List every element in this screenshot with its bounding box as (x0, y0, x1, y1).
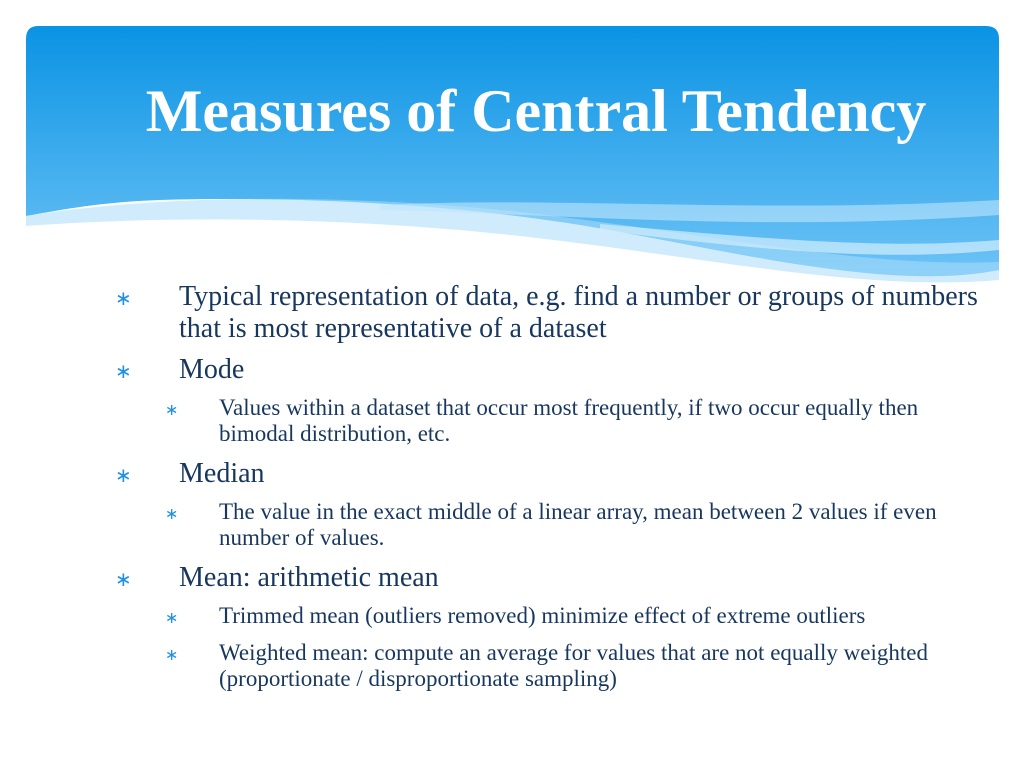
header-wave-background (0, 0, 1024, 300)
bullet-item (112, 354, 992, 386)
bullet-item (112, 562, 992, 594)
bullet-item (112, 458, 992, 490)
sub-bullet-text: Weighted mean: compute an average for values that are not equally weighted (proportionate / disproportionate sampling) (219, 640, 928, 691)
sub-bullet-item (165, 640, 992, 692)
bullet-text: Mode (179, 354, 245, 385)
bullet-text: Mean: arithmetic mean (179, 562, 439, 593)
sub-bullet-item (165, 603, 992, 629)
slide-title: Measures of Central Tendency (145, 78, 927, 144)
sub-bullet-item (165, 499, 992, 551)
sub-bullet-text: Values within a dataset that occur most frequently, if two occur equally then bimodal distribution, etc. (219, 395, 919, 446)
asterisk-icon: ∗ (115, 463, 132, 487)
asterisk-icon: ∗ (165, 645, 179, 664)
asterisk-icon: ∗ (115, 359, 132, 383)
bullet-list (112, 281, 992, 703)
sub-bullet-text: Trimmed mean (outliers removed) minimize effect of extreme outliers (219, 603, 866, 628)
asterisk-icon: ∗ (165, 400, 179, 419)
bullet-text: Median (179, 458, 265, 489)
asterisk-icon: ∗ (115, 567, 132, 591)
asterisk-icon: ∗ (115, 286, 132, 310)
sub-bullet-item (165, 395, 992, 447)
bullet-item (112, 281, 992, 345)
sub-bullet-text: The value in the exact middle of a linear array, mean between 2 values if even number of values. (219, 499, 937, 550)
header-shape (26, 26, 999, 276)
asterisk-icon: ∗ (165, 504, 179, 523)
bullet-text: Typical representation of data, e.g. find a number or groups of numbers that is most representative of a dataset (179, 281, 978, 344)
asterisk-icon: ∗ (165, 608, 179, 627)
